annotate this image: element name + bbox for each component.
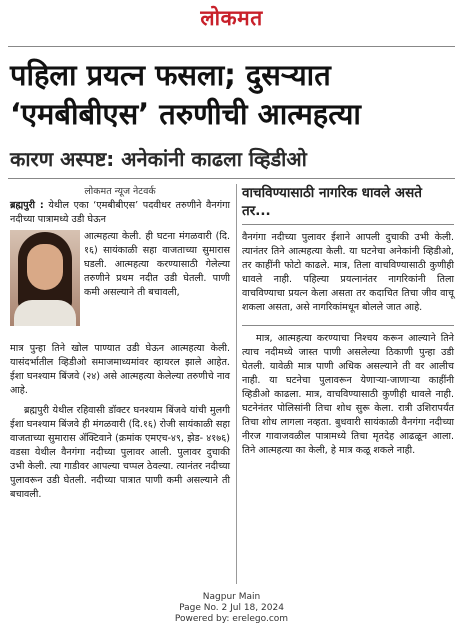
sidebar-para-1: वैनगंगा नदीच्या पुलावर ईशाने आपली दुचाकी उभी केली. त्यानंतर तिने आत्महत्या केली. या घटनेचा अनेकांनी व्हिडीओ, तर काहींनी फोटो काढले. मात्र, तिला वाचविण्यासाठी कुणीही धावले नाही. पहिल्या प्रयत्नानंतर नागरिकांनी तिला वाचविण्याचा प्रयत्न केला असता तर कदाचित तिचा जीव वाचू शकला असता, असे नागरिकांमधून बोलले जात आहे.	[242, 232, 454, 313]
lead-wrap: आत्महत्या केली. ही घटना मंगळवारी (दि. १६) सायंकाळी सहा वाजताच्या सुमारास घडली. आत्महत्या करण्यासाठी गेलेल्या तरुणीने प्रथम नदीत उडी घेतली. पाणी कमी असल्याने ती बचावली,	[84, 231, 230, 298]
article-lead	[10, 199, 230, 227]
sidebar-divider	[242, 224, 454, 225]
victim-photo	[10, 230, 80, 326]
headline: पहिला प्रयत्न फसला; दुसऱ्यात ‘एमबीबीएस’ तरुणीची आत्महत्या	[10, 58, 361, 131]
page-footer	[0, 592, 463, 625]
mid-divider	[8, 178, 455, 179]
footer-edition: Nagpur Main	[202, 592, 261, 602]
subheadline: कारण अस्पष्ट: अनेकांनी काढला व्हिडीओ	[10, 147, 307, 171]
main-article	[10, 184, 230, 227]
sidebar-article	[242, 184, 454, 458]
footer-powered: Powered by: erelego.com	[174, 614, 289, 624]
sidebar-heading: वाचविण्यासाठी नागरिक धावले असते तर...	[242, 185, 422, 219]
column-separator	[236, 184, 237, 584]
byline-credit: लोकमत न्यूज नेटवर्क	[84, 186, 156, 197]
article-para-2: ब्रह्मपुरी येथील रहिवासी डॉक्टर घनश्याम बिंजवे यांची मुलगी ईशा घनश्याम बिंजवे ही मंगळवारी (दि.१६) रोजी सायंकाळी सहा वाजताच्या सुमारास ॲक्टिवाने (क्रमांक एमएच-४९, झेड- ४१७६) वडसा येथील वैनगंगा नदीच्या पुलावर आली. पुलावर दुचाकी उभी केली. त्या गाडीवर आपल्या चप्पल ठेवल्या. त्यानंतर नदीच्या पुलावरून उडी घेतली. नदीच्या पात्रात पाणी कमी असल्याने ती बचावली.	[10, 405, 230, 500]
lead-intro: येथील एका ‘एमबीबीएस’ पदवीधर तरुणीने वैनगंगा नदीच्या पात्रामध्ये उडी घेऊन	[10, 200, 230, 225]
article-wrap-text	[84, 230, 230, 300]
sidebar-box	[242, 231, 454, 315]
sidebar-para-2: मात्र, आत्महत्या करण्याचा निश्चय करून आल्याने तिने त्याच नदीमध्ये जास्त पाणी असलेल्या ठिकाणी पुन्हा उडी घेतली. यावेळी मात्र पाणी अधिक असल्याने ती वर आलीच नाही. या घटनेचा पुलावरून येणाऱ्या-जाणाऱ्या काहींनी व्हिडीओ काढला. मात्र, वाचविण्यासाठी कुणीही धावले नाही. घटनेनंतर पोलिसांनी तिचा शोध सुरू केला. रात्री उशिरापर्यंत तिचा शोध लागला नव्हता. बुधवारी सायंकाळी वैनगंगा नदीच्या नीरज गावाजवळील पात्रामध्ये तिचा मृतदेह आढळून आला. तिने आत्महत्या का केली, हे मात्र कळू शकले नाही.	[242, 333, 454, 456]
dateline: ब्रह्मपुरी :	[10, 200, 44, 211]
masthead-title: लोकमत	[200, 5, 263, 30]
footer-page-date: Page No. 2 Jul 18, 2024	[179, 603, 284, 613]
article-continued	[10, 342, 230, 502]
top-divider	[8, 46, 455, 47]
masthead-logo	[0, 4, 463, 34]
lead-rest: मात्र पुन्हा तिने खोल पाण्यात उडी घेऊन आत्महत्या केली. यासंदर्भातील व्हिडीओ समाजमाध्यमांवर व्हायरल झाले आहेत. ईशा घनश्याम बिंजवे (२४) असे आत्महत्या केलेल्या तरुणीचे नाव आहे.	[10, 343, 230, 396]
sidebar-divider-2	[242, 325, 454, 326]
